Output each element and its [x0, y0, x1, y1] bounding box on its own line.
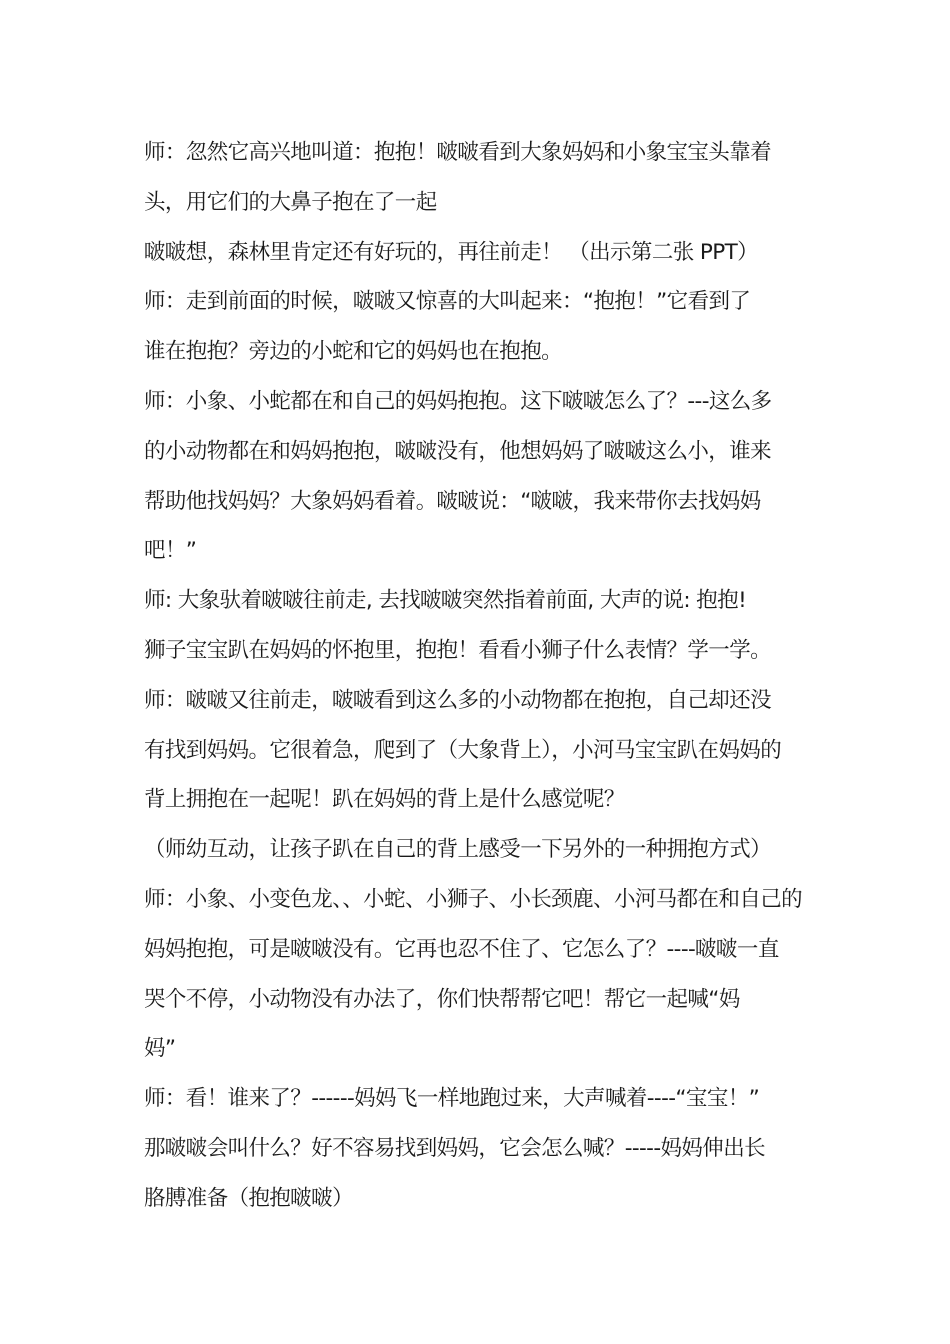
text-line: （师幼互动，让孩子趴在自己的背上感受一下另外的一种拥抱方式）	[144, 837, 772, 863]
text-line: 师：小象、小变色龙、、小蛇、小狮子、小长颈鹿、小河马都在和自己的	[144, 886, 803, 912]
text-line: 师：看！谁来了？------妈妈飞一样地跑过来，大声喊着----“宝宝！”	[144, 1086, 760, 1112]
text-line: 妈”	[144, 1036, 176, 1062]
text-line: 那啵啵会叫什么？好不容易找到妈妈，它会怎么喊？-----妈妈伸出长	[144, 1135, 765, 1161]
document-body	[144, 128, 814, 1224]
text-line: 哭个不停，小动物没有办法了，你们快帮帮它吧！帮它一起喊“妈	[144, 986, 740, 1012]
text-line: 妈妈抱抱，可是啵啵没有。它再也忍不住了、它怎么了？----啵啵一直	[144, 936, 779, 962]
text-line: 帮助他找妈妈？大象妈妈看着。啵啵说：“啵啵，我来带你去找妈妈	[144, 488, 761, 514]
text-line: 狮子宝宝趴在妈妈的怀抱里，抱抱！看看小狮子什么表情？学一学。	[144, 637, 772, 663]
text-line: 头，用它们的大鼻子抱在了一起	[144, 189, 437, 215]
text-line: 师：走到前面的时候，啵啵又惊喜的大叫起来：“抱抱！”它看到了	[144, 289, 751, 315]
text-line: 的小动物都在和妈妈抱抱，啵啵没有，他想妈妈了啵啵这么小，谁来	[144, 438, 772, 464]
text-line: 啵啵想，森林里肯定还有好玩的，再往前走！ （出示第二张 PPT）	[144, 239, 759, 265]
text-line: 背上拥抱在一起呢！趴在妈妈的背上是什么感觉呢？	[144, 787, 625, 813]
text-line: 谁在抱抱？旁边的小蛇和它的妈妈也在抱抱。	[144, 339, 563, 365]
text-line: 吧！”	[144, 538, 197, 564]
text-line: 师: 大象驮着啵啵往前走, 去找啵啵突然指着前面, 大声的说: 抱抱!	[144, 588, 747, 614]
text-line: 师：小象、小蛇都在和自己的妈妈抱抱。这下啵啵怎么了？---这么多	[144, 388, 772, 414]
text-line: 师：忽然它高兴地叫道：抱抱！啵啵看到大象妈妈和小象宝宝头靠着	[144, 140, 772, 165]
text-line: 有找到妈妈。它很着急，爬到了（大象背上），小河马宝宝趴在妈妈的	[144, 737, 782, 763]
text-line: 师：啵啵又往前走，啵啵看到这么多的小动物都在抱抱，自己却还没	[144, 687, 772, 713]
text-line: 胳膊准备（抱抱啵啵）	[144, 1185, 354, 1211]
